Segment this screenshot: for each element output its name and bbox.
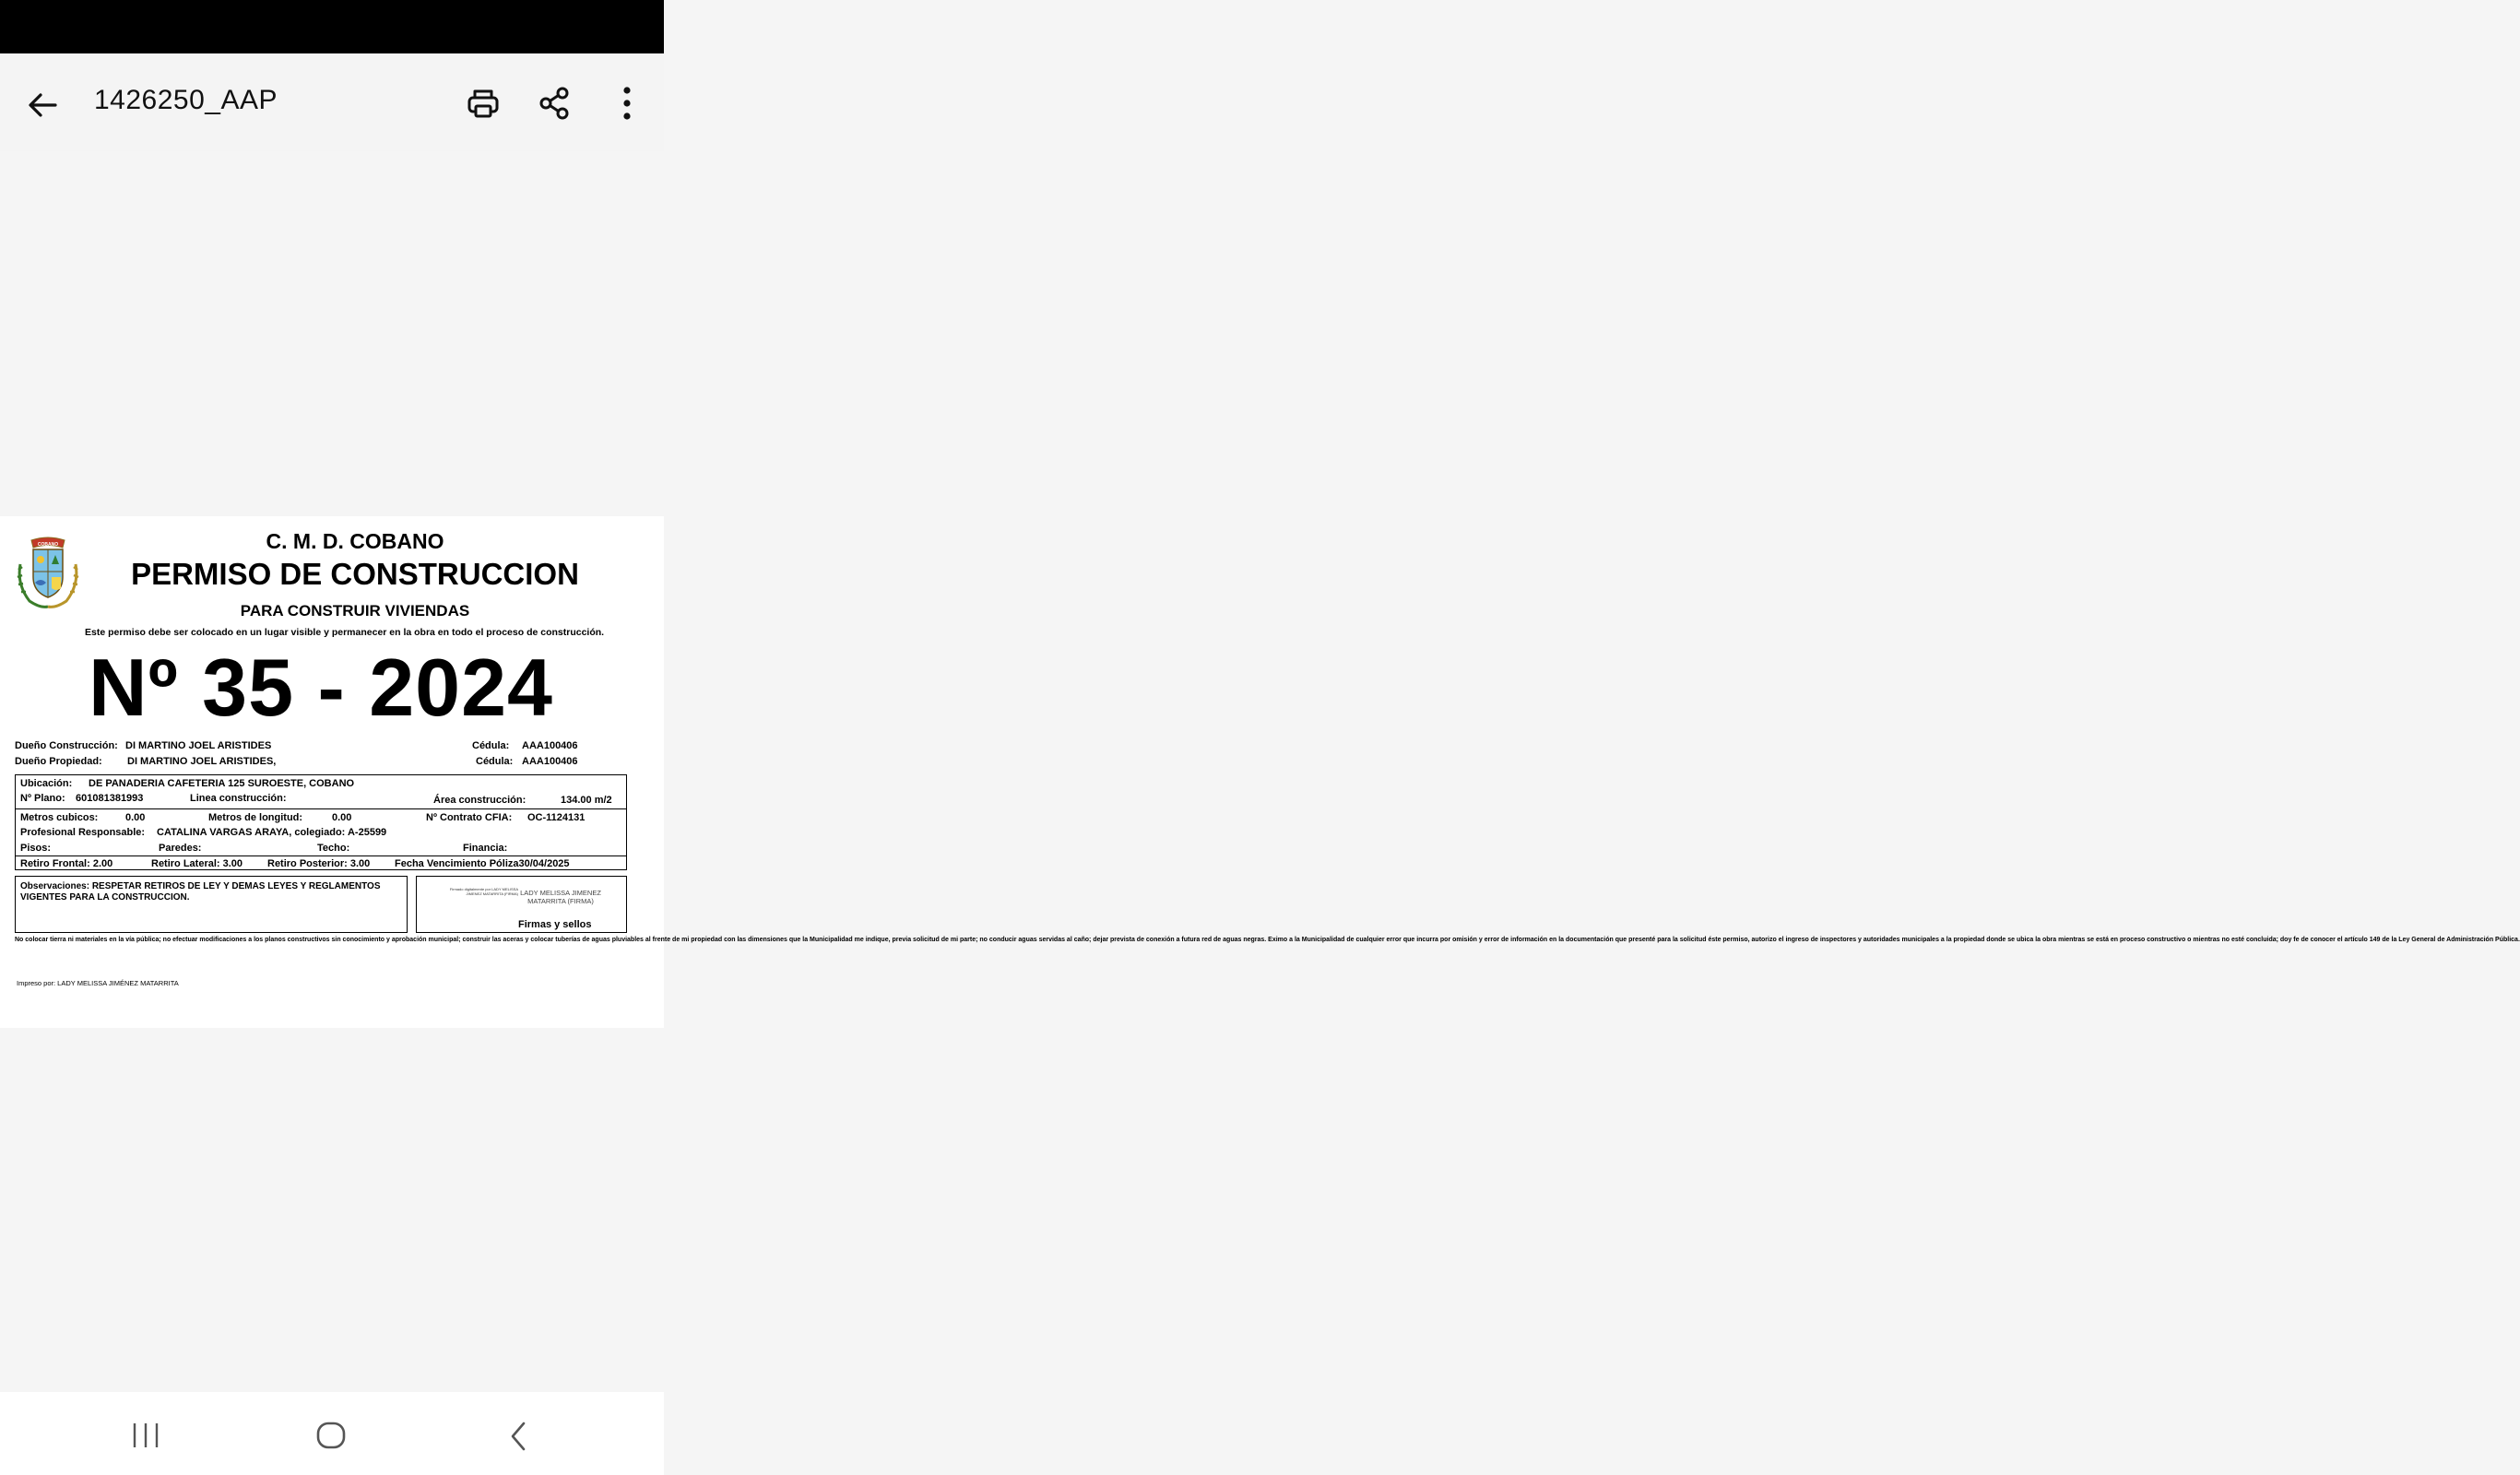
retiro-lateral: Retiro Lateral: 3.00 bbox=[151, 858, 243, 869]
owner-property-label: Dueño Propiedad: bbox=[15, 756, 102, 767]
permit-page bbox=[0, 516, 2520, 1028]
owner-construction-id: AAA100406 bbox=[522, 740, 578, 751]
printed-by: Impreso por: LADY MELISSA JIMÉNEZ MATARRITA bbox=[17, 979, 179, 987]
permit-number: Nº 35 - 2024 bbox=[89, 642, 553, 733]
financia-label: Financia: bbox=[463, 843, 508, 854]
logo-text: COBANO bbox=[37, 542, 59, 548]
contrato: OC-1124131 bbox=[527, 812, 586, 823]
printer-icon[interactable] bbox=[465, 85, 502, 122]
owner-construction-label: Dueño Construcción: bbox=[15, 740, 118, 751]
recents-icon[interactable] bbox=[129, 1420, 162, 1451]
paredes-label: Paredes: bbox=[159, 843, 202, 854]
signature-digital-text: Firmado digitalmente por LADY MELISSA JIMENEZ MATARRITA (FIRMA) bbox=[449, 887, 518, 896]
linea-label: Linea construcción: bbox=[190, 793, 287, 804]
area-label: Área construcción: bbox=[433, 795, 526, 806]
share-icon[interactable] bbox=[537, 85, 574, 122]
signature-name: LADY MELISSA JIMENEZ MATARRITA (FIRMA) bbox=[520, 889, 601, 905]
metros-longitud: 0.00 bbox=[332, 812, 352, 823]
profesional: CATALINA VARGAS ARAYA, colegiado: A-25599 bbox=[157, 827, 387, 838]
observaciones-block bbox=[20, 881, 402, 903]
cedula-label: Cédula: bbox=[472, 740, 510, 751]
permit-title: PERMISO DE CONSTRUCCION bbox=[131, 557, 579, 591]
location: DE PANADERIA CAFETERIA 125 SUROESTE, COBANO bbox=[89, 778, 355, 789]
permit-notice: Este permiso debe ser colocado en un lugar visible y permanecer en la obra en todo el proceso de construcción. bbox=[85, 627, 605, 638]
observaciones-label: Observaciones: bbox=[20, 881, 90, 891]
divider bbox=[15, 808, 627, 809]
plano-label: Nº Plano: bbox=[20, 793, 65, 804]
contrato-label: Nº Contrato CFIA: bbox=[426, 812, 513, 823]
fecha-vencimiento: Fecha Vencimiento Póliza30/04/2025 bbox=[395, 858, 570, 869]
owner-construction: DI MARTINO JOEL ARISTIDES bbox=[125, 740, 272, 751]
metros-cubicos: 0.00 bbox=[125, 812, 146, 823]
firmas-label: Firmas y sellos bbox=[518, 919, 592, 930]
legal-text: No colocar tierra ni materiales en la vía pública; no efectuar modificaciones a los planos constructivos sin conocimiento y aprobación municipal; construir las aceras y colocar tuberías de aguas pluviables al frente de mi propiedad con las dimensiones que la Municipalidad me indique, previa solicitud de mi parte; no conducir aguas servidas al caño; dejar prevista de conexión a futura red de aguas negras. Eximo a la Municipalidad de cualquier error que incurra por omisión y error de información en la documentación que presenté para la solicitud éste permiso, autorizo el ingreso de inspectores y autoridades municipales a la propiedad donde se ubica la obra mientras se está en proceso constructivo o mientras no esté concluida; doy fe de conocer el artículo 149 de la Ley General de Administración Pública. bbox=[15, 937, 2520, 943]
status-bar bbox=[0, 0, 664, 53]
retiro-frontal: Retiro Frontal: 2.00 bbox=[20, 858, 113, 869]
owner-property: DI MARTINO JOEL ARISTIDES, bbox=[127, 756, 277, 767]
permit-subtitle: PARA CONSTRUIR VIVIENDAS bbox=[240, 602, 470, 620]
home-icon[interactable] bbox=[314, 1418, 350, 1455]
observaciones-text: RESPETAR RETIROS DE LEY Y DEMAS LEYES Y REGLAMENTOS VIGENTES PARA LA CONSTRUCCION. bbox=[20, 881, 381, 903]
org-name: C. M. D. COBANO bbox=[266, 529, 444, 553]
more-vertical-icon[interactable] bbox=[609, 85, 645, 122]
app-bar bbox=[0, 53, 664, 151]
owner-property-id: AAA100406 bbox=[522, 756, 578, 767]
metros-longitud-label: Metros de longitud: bbox=[208, 812, 303, 823]
navigation-bar bbox=[0, 1392, 664, 1475]
techo-label: Techo: bbox=[317, 843, 350, 854]
retiro-posterior: Retiro Posterior: 3.00 bbox=[267, 858, 371, 869]
cedula-label-2: Cédula: bbox=[476, 756, 514, 767]
arrow-left-icon[interactable] bbox=[24, 87, 61, 124]
area: 134.00 m/2 bbox=[561, 795, 612, 806]
back-chevron-icon[interactable] bbox=[505, 1418, 533, 1455]
location-label: Ubicación: bbox=[20, 778, 73, 789]
document-title: 1426250_AAP bbox=[94, 85, 278, 115]
pisos-label: Pisos: bbox=[20, 843, 52, 854]
plano: 601081381993 bbox=[76, 793, 144, 804]
profesional-label: Profesional Responsable: bbox=[20, 827, 146, 838]
metros-cubicos-label: Metros cubicos: bbox=[20, 812, 99, 823]
